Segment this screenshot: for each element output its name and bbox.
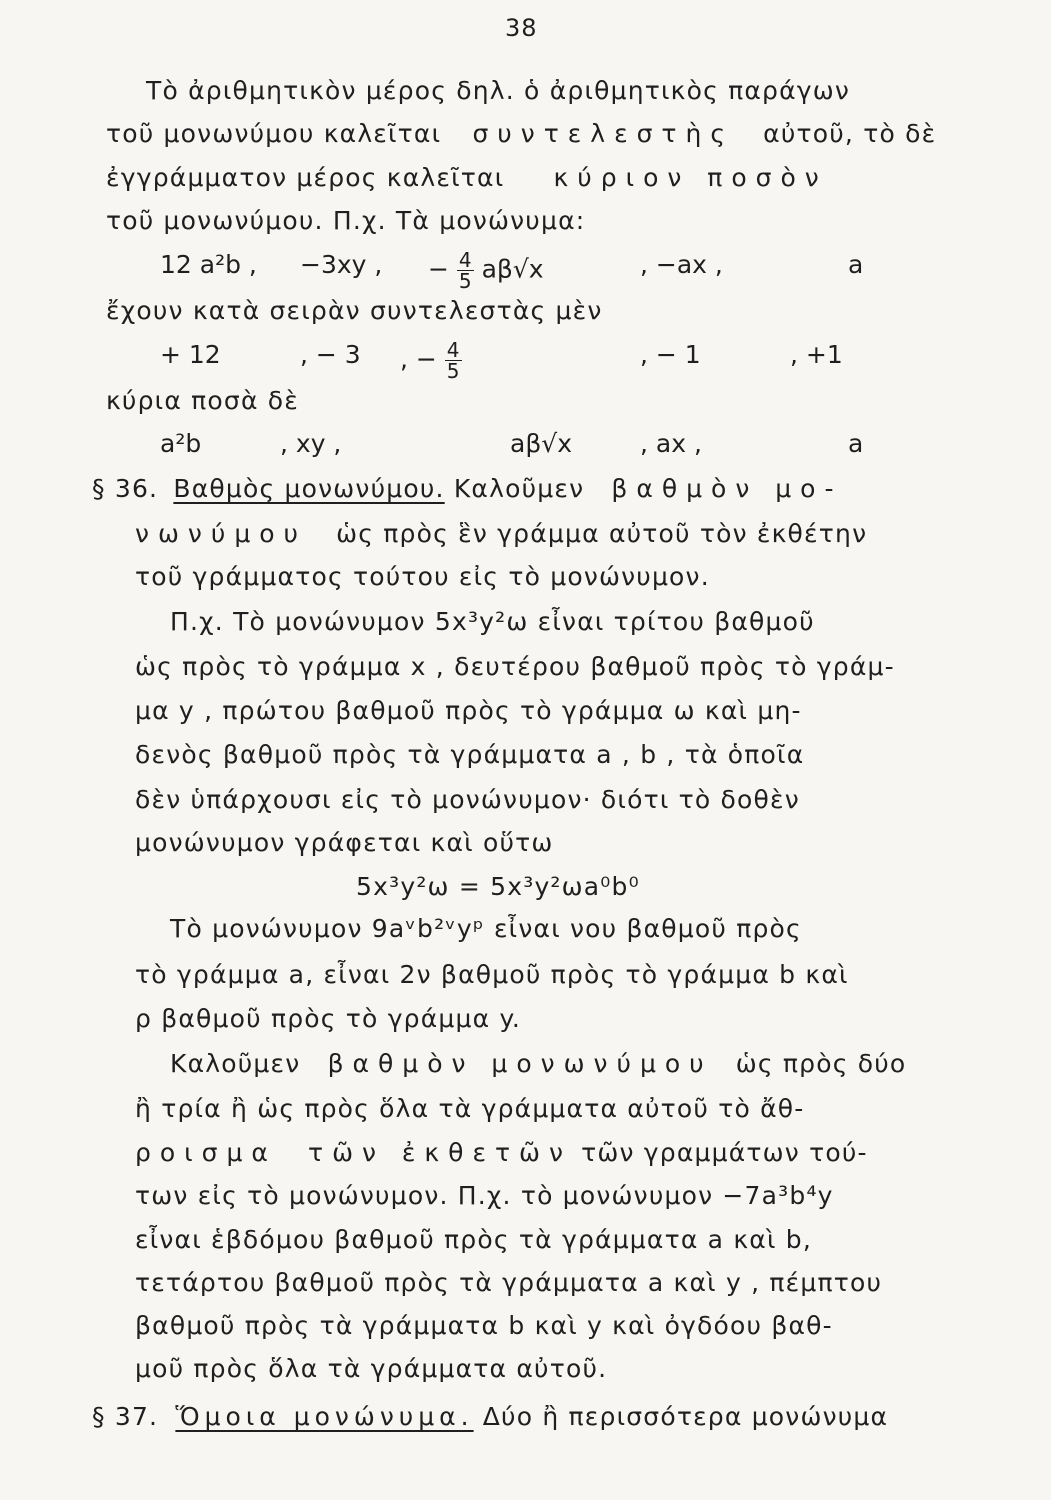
- text-line: ἔχουν κατὰ σειρὰν συντελεστὰς μὲν: [106, 296, 603, 325]
- term-spaced: συντελεστὴς: [472, 119, 734, 148]
- numerator: 4: [446, 338, 460, 362]
- text-fragment: ἐγγράμματον μέρος καλεῖται: [106, 163, 505, 192]
- text-line: τοῦ μονωνύμου. Π.χ. Τὰ μονώνυμα:: [106, 206, 586, 235]
- principal-quantity: a²b: [160, 429, 202, 458]
- section-title: Ὅμοια μονώνυμα.: [175, 1402, 474, 1431]
- monomial-body: aβ√x: [481, 254, 544, 284]
- monomial-example: [428, 250, 544, 291]
- text-line: μονώνυμον γράφεται καὶ οὕτω: [135, 828, 554, 857]
- text-line: Τὸ μονώνυμον 9aᵛb²ᵛyᵖ εἶναι νου βαθμοῦ πρὸς: [170, 914, 802, 943]
- text-line: τετάρτου βαθμοῦ πρὸς τὰ γράμματα a καὶ y , πέμπτου: [135, 1268, 883, 1297]
- text-line: [106, 119, 1051, 149]
- text-line: μοῦ πρὸς ὅλα τὰ γράμματα αὐτοῦ.: [135, 1354, 608, 1383]
- text-fragment: τοῦ μονωνύμου καλεῖται: [106, 119, 442, 148]
- page-number: 38: [505, 14, 538, 42]
- section-title: Βαθμὸς μονωνύμου.: [173, 474, 445, 503]
- term-spaced: κύριον ποσὸν: [553, 163, 828, 192]
- text-fragment: Καλοῦμεν: [170, 1049, 301, 1078]
- monomial-example: , −ax ,: [640, 250, 723, 279]
- monomial-example: 12 a²b ,: [160, 250, 257, 279]
- minus-sign: , −: [400, 344, 437, 374]
- text-fragment: αὐτοῦ, τὸ δὲ: [763, 119, 937, 148]
- principal-quantity: , xy ,: [280, 429, 342, 458]
- text-line: Τὸ ἀριθμητικὸν μέρος δηλ. ὁ ἀριθμητικὸς παράγων: [146, 76, 851, 105]
- coefficient: , +1: [790, 340, 843, 369]
- text-line: Π.χ. Τὸ μονώνυμον 5x³y²ω εἶναι τρίτου βαθμοῦ: [170, 607, 815, 636]
- section-heading: [92, 1402, 1051, 1432]
- term-spaced: ροισμα: [135, 1138, 277, 1167]
- text-line: βαθμοῦ πρὸς τὰ γράμματα b καὶ y καὶ ὀγδόου βαθ-: [135, 1311, 833, 1340]
- numerator: 4: [458, 248, 472, 272]
- principal-quantity: aβ√x: [510, 429, 572, 458]
- text-line: [135, 1138, 1051, 1168]
- term-spaced: βαθμὸν μο-: [611, 474, 843, 503]
- minus-sign: −: [428, 254, 449, 284]
- coefficient: [400, 340, 462, 381]
- text-line: [106, 163, 1051, 193]
- monomial-example: −3xy ,: [300, 250, 383, 279]
- coefficient: + 12: [160, 340, 221, 369]
- term-spaced: νωνύμου: [135, 519, 307, 548]
- section-number: § 36.: [92, 474, 159, 503]
- text-line: δενὸς βαθμοῦ πρὸς τὰ γράμματα a , b , τὰ ὁποῖα: [135, 740, 805, 769]
- text-line: κύρια ποσὰ δὲ: [106, 386, 299, 415]
- fraction: [457, 250, 474, 291]
- text-line: των εἰς τὸ μονώνυμον. Π.χ. τὸ μονώνυμον −7a³b⁴y: [135, 1181, 834, 1210]
- term-spaced: βαθμὸν μονωνύμου: [327, 1049, 713, 1078]
- text-fragment: ὡς πρὸς δύο: [735, 1049, 907, 1078]
- coefficient: , − 3: [300, 340, 361, 369]
- text-line: μα y , πρώτου βαθμοῦ πρὸς τὸ γράμμα ω καὶ μη-: [135, 696, 802, 725]
- denominator: 5: [446, 359, 460, 383]
- text-line: τοῦ γράμματος τούτου εἰς τὸ μονώνυμον.: [135, 562, 710, 591]
- coefficient: , − 1: [640, 340, 701, 369]
- text-line: [170, 1049, 1051, 1079]
- monomial-example: a: [848, 250, 864, 279]
- denominator: 5: [458, 269, 472, 293]
- section-heading: [92, 474, 1051, 504]
- principal-quantity: a: [848, 429, 864, 458]
- term-spaced: τῶν ἐκθετῶν: [308, 1138, 572, 1167]
- text-fragment: τῶν γραμμάτων τού-: [581, 1138, 868, 1167]
- equation: 5x³y²ω = 5x³y²ωa⁰b⁰: [356, 872, 640, 901]
- text-fragment: Δύο ἢ περισσότερα μονώνυμα: [482, 1402, 889, 1431]
- text-line: δὲν ὑπάρχουσι εἰς τὸ μονώνυμον· διότι τὸ δοθὲν: [135, 785, 800, 814]
- text-line: τὸ γράμμα a, εἶναι 2ν βαθμοῦ πρὸς τὸ γράμμα b καὶ: [135, 960, 849, 989]
- text-line: ὡς πρὸς τὸ γράμμα x , δευτέρου βαθμοῦ πρὸς τὸ γράμ-: [135, 652, 895, 681]
- text-line: εἶναι ἑβδόμου βαθμοῦ πρὸς τὰ γράμματα a καὶ b,: [135, 1225, 812, 1254]
- section-number: § 37.: [92, 1402, 159, 1431]
- text-fragment: Καλοῦμεν: [453, 474, 585, 503]
- text-line: ἢ τρία ἢ ὡς πρὸς ὅλα τὰ γράμματα αὐτοῦ τὸ ἄθ-: [135, 1094, 805, 1123]
- text-line: [135, 519, 1051, 549]
- fraction: [445, 340, 462, 381]
- principal-quantity: , ax ,: [640, 429, 702, 458]
- text-line: ρ βαθμοῦ πρὸς τὸ γράμμα y.: [135, 1004, 522, 1033]
- text-fragment: ὡς πρὸς ἓν γράμμα αὐτοῦ τὸν ἐκθέτην: [336, 519, 868, 548]
